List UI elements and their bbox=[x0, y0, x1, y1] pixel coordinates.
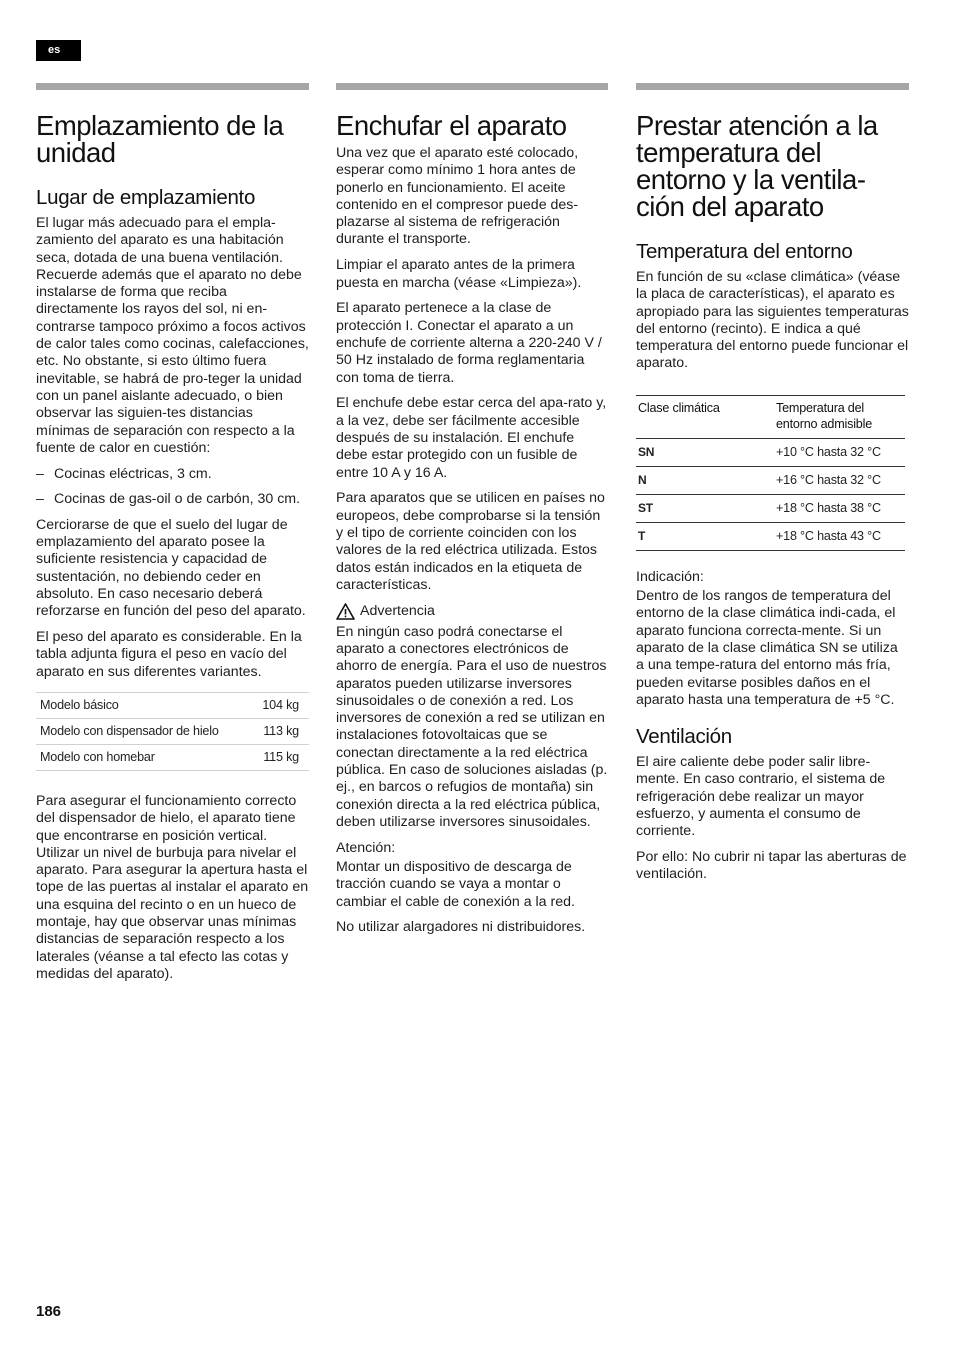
paragraph: Para asegurar el funcionamiento correcto del dispensador de hielo, el aparato tiene que encontrarse en posición vertical. Utilizar un nivel de burbuja para nivelar el aparato. Para asegurar la apertura hasta el tope de las puertas al instalar el aparato en una esquina del recinto o en un hueco de montaje, hay que observar unas mínimas distancias de separación respecto a los laterales (véanse a tal efecto las cotas y medidas del aparato). bbox=[36, 792, 309, 982]
paragraph: El lugar más adecuado para el empla-zamiento del aparato es una habitación seca, dotada de una buena ventilación. Recuerde además que el aparato no debe instalarse de forma que reciba directamente los rayos del sol, ni en-contrarse tampoco próximo a focos activos de calor tales como cocinas, calefacciones, etc. No obstante, si esto último fuera inevitable, se habrá de pro-teger la unidad con un panel aislante adecuado, o bien observar las siguien-tes distancias mínimas de separación con respecto a la fuente de calor en cuestión: bbox=[36, 215, 309, 456]
subheading-ambient-temperature: Temperatura del entorno bbox=[636, 240, 853, 263]
temp-cell: +16 °C hasta 32 °C bbox=[774, 466, 905, 494]
column-connection bbox=[336, 83, 608, 945]
list-item: – Cocinas de gas-oil o de carbón, 30 cm. bbox=[36, 491, 309, 508]
climate-class-table bbox=[636, 395, 905, 551]
section-rule bbox=[636, 83, 909, 90]
class-cell: N bbox=[636, 466, 774, 494]
table-row bbox=[636, 494, 905, 522]
warning-label: Advertencia bbox=[360, 602, 435, 619]
page-number: 186 bbox=[36, 1303, 62, 1320]
column-temperature bbox=[636, 83, 909, 892]
paragraph: El enchufe debe estar cerca del apa-rato y, a la vez, debe ser fácilmente accesible después de su instalación. El enchufe debe estar protegido con un fusible de entre 10 A y 16 A. bbox=[336, 395, 607, 481]
weight-cell: 113 kg bbox=[250, 718, 309, 744]
table-row bbox=[36, 692, 309, 718]
section-title-temperature: Prestar atención a la temperatura del entorno y la ventila-ción del aparato bbox=[636, 110, 878, 222]
attention-label: Atención: bbox=[336, 839, 396, 856]
class-cell: SN bbox=[636, 438, 774, 466]
language-badge: es bbox=[36, 40, 81, 61]
paragraph: No utilizar alargadores ni distribuidores. bbox=[336, 919, 586, 936]
table-row bbox=[636, 466, 905, 494]
note-label: Indicación: bbox=[636, 568, 704, 585]
distance-list bbox=[36, 466, 309, 509]
paragraph: Limpiar el aparato antes de la primera puesta en marcha (véase «Limpieza»). bbox=[336, 257, 582, 291]
warning-text: En ningún caso podrá conectarse el aparato a conectores electrónicos de ahorro de energía. Para el uso de nuestros aparatos pueden utilizarse inversores sinusoidales o de conexión a red. Los inversores de conexión a red se utilizan en instalaciones fotovoltaicas que se conectan directamente a la red eléctrica pública. En caso de soluciones aisladas (p. ej., en barcos o refugios de montaña) sin conexión directa a la red eléctrica pública, deben utilizarse inversores sinusoidales. bbox=[336, 623, 608, 830]
model-cell: Modelo con dispensador de hielo bbox=[36, 718, 250, 744]
column-header-class: Clase climática bbox=[636, 395, 774, 438]
section-title-connection: Enchufar el aparato bbox=[336, 110, 567, 141]
table-row bbox=[636, 438, 905, 466]
weight-cell: 115 kg bbox=[250, 744, 309, 770]
paragraph: Una vez que el aparato esté colocado, esperar como mínimo 1 hora antes de ponerlo en funcionamiento. El aceite contenido en el compresor puede des-plazarse al sistema de refrigeración durante el transporte. bbox=[336, 145, 579, 248]
table-row bbox=[36, 744, 309, 770]
model-cell: Modelo básico bbox=[36, 692, 250, 718]
class-cell: T bbox=[636, 522, 774, 550]
class-cell: ST bbox=[636, 494, 774, 522]
column-header-temperature: Temperatura del entorno admisible bbox=[774, 395, 905, 438]
column-installation bbox=[36, 83, 309, 992]
paragraph: En función de su «clase climática» (véase la placa de características), el aparato es apropiado para las siguientes temperaturas del entorno (recinto). E indica a qué temperatura del entorno puede funcionar el aparato. bbox=[636, 269, 909, 372]
table-header-row bbox=[636, 395, 905, 438]
paragraph: Cerciorarse de que el suelo del lugar de emplazamiento del aparato posee la suficiente resistencia y capacidad de sustentación, no debiendo ceder en absoluto. En caso necesario deberá reforzarse en función del peso del aparato. bbox=[36, 516, 306, 620]
paragraph: Para aparatos que se utilicen en países no europeos, debe comprobarse si la tensión y el tipo de corriente coinciden con los valores de la red eléctrica utilizada. Estos datos están indicados en la etiqueta de características. bbox=[336, 490, 605, 593]
warning-triangle-icon bbox=[336, 603, 355, 620]
list-item: – Cocinas eléctricas, 3 cm. bbox=[36, 466, 309, 483]
paragraph: Por ello: No cubrir ni tapar las aberturas de ventilación. bbox=[636, 849, 907, 883]
model-cell: Modelo con homebar bbox=[36, 744, 250, 770]
temp-cell: +18 °C hasta 43 °C bbox=[774, 522, 905, 550]
attention-text: Montar un dispositivo de descarga de tracción cuando se vaya a montar o cambiar el cable de conexión a la red. bbox=[336, 858, 575, 910]
weight-cell: 104 kg bbox=[250, 692, 309, 718]
paragraph: El aire caliente debe poder salir libre-mente. En caso contrario, el sistema de refrigeración debe realizar un mayor esfuerzo, y aumenta el consumo de corriente. bbox=[636, 754, 886, 840]
note-text: Dentro de los rangos de temperatura del entorno de la clase climática indi-cada, el aparato funciona correcta-mente. Si un aparato de la clase climática SN se utiliza a una tempe-ratura del entorno más fría, pueden evitarse posibles daños en el aparato hasta una temperatura de +5 °C. bbox=[636, 588, 898, 708]
weight-table bbox=[36, 692, 309, 771]
section-title-installation: Emplazamiento de la unidad bbox=[36, 110, 284, 168]
temp-cell: +10 °C hasta 32 °C bbox=[774, 438, 905, 466]
subheading-location: Lugar de emplazamiento bbox=[36, 186, 256, 209]
paragraph: El peso del aparato es considerable. En la tabla adjunta figura el peso en vacío del aparato en sus diferentes variantes. bbox=[36, 629, 302, 680]
section-rule bbox=[336, 83, 608, 90]
table-row bbox=[636, 522, 905, 550]
table-row bbox=[36, 718, 309, 744]
subheading-ventilation: Ventilación bbox=[636, 725, 732, 749]
section-rule bbox=[36, 83, 309, 90]
temp-cell: +18 °C hasta 38 °C bbox=[774, 494, 905, 522]
paragraph: El aparato pertenece a la clase de protección I. Conectar el aparato a un enchufe de corriente alterna a 220-240 V / 50 Hz instalado de forma reglamentaria con toma de tierra. bbox=[336, 300, 602, 386]
warning-heading bbox=[336, 603, 608, 620]
